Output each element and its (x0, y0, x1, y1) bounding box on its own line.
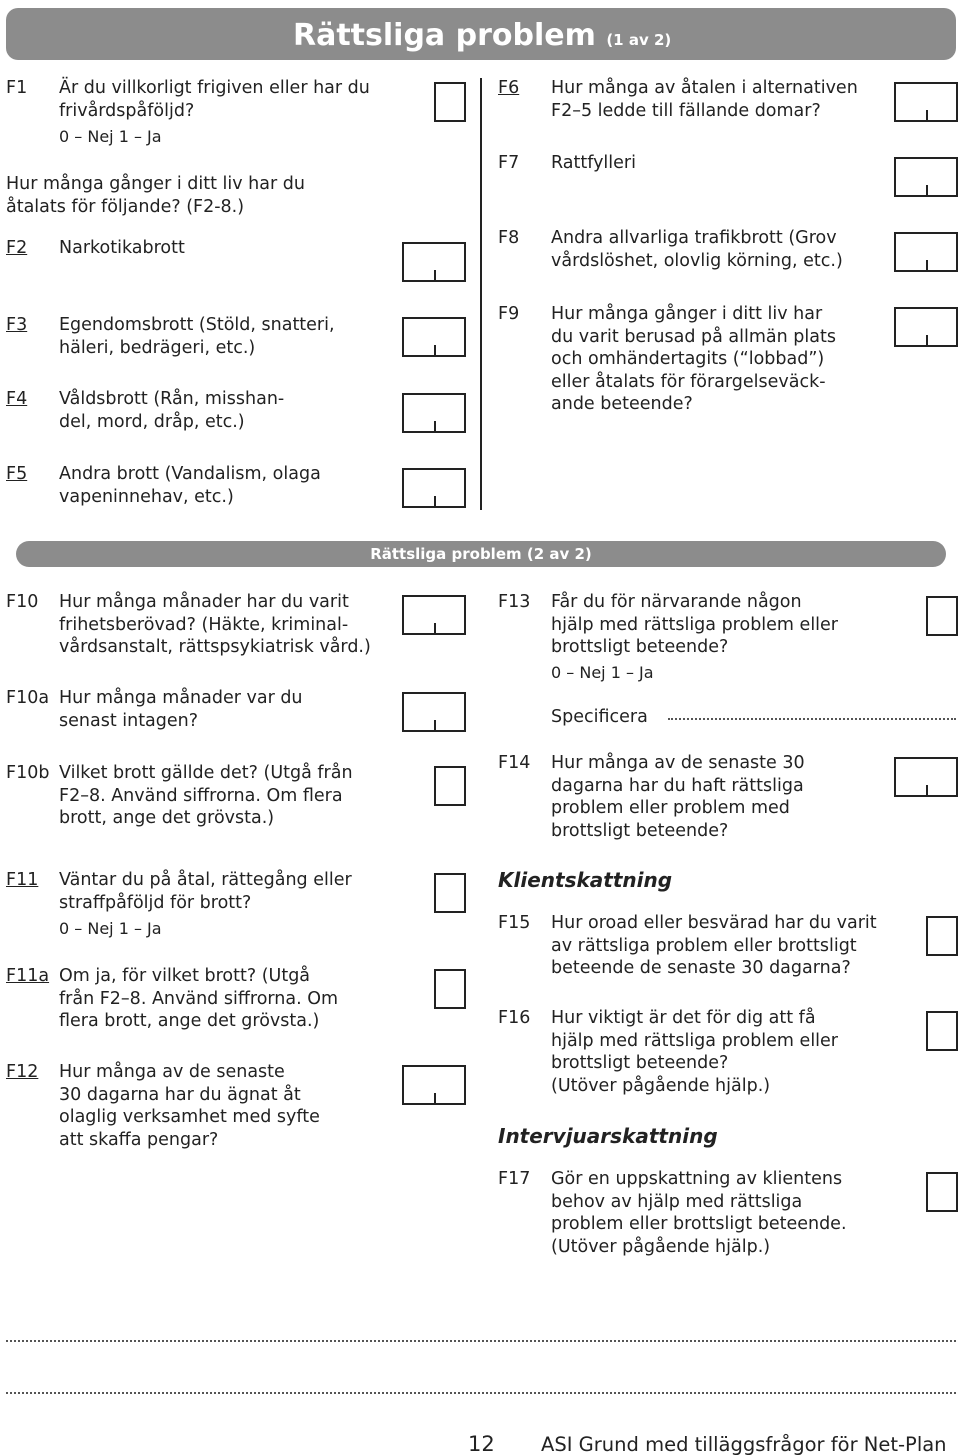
question-number-f10a: F10a (6, 688, 50, 708)
answer-box-f4[interactable] (402, 393, 466, 433)
answer-box-f12[interactable] (402, 1065, 466, 1105)
question-f5: Andra brott (Vandalism, olaga vapeninnehav, etc.) (59, 464, 321, 507)
specify-label: Specificera (551, 707, 648, 727)
section-header-2: Rättsliga problem (2 av 2) (16, 541, 946, 567)
question-f16: Hur viktigt är det för dig att få hjälp med rättsliga problem eller brottsligt beteende? (Utöver pågående hjälp.) (551, 1008, 838, 1096)
question-intro: Hur många gånger i ditt liv har du åtalats för följande? (F2-8.) (6, 174, 305, 217)
answer-box-f17[interactable] (926, 1172, 958, 1212)
section-subtitle: (1 av 2) (606, 31, 672, 49)
notes-line-1[interactable] (6, 1340, 956, 1342)
question-number-f11a: F11a (6, 966, 50, 986)
question-number-f2: F2 (6, 238, 28, 258)
answer-options-f1: 0 – Nej 1 – Ja (59, 127, 162, 146)
answer-options-f13: 0 – Nej 1 – Ja (551, 663, 654, 682)
section-intervjuarskattning: Intervjuarskattning (498, 1124, 718, 1148)
answer-box-f15[interactable] (926, 916, 958, 956)
question-f17: Gör en uppskattning av klientens behov av hjälp med rättsliga problem eller brottsligt beteende. (Utöver pågående hjälp.) (551, 1169, 847, 1257)
answer-box-f8[interactable] (894, 232, 958, 272)
section-title: Rättsliga problem (293, 18, 596, 53)
question-f4: Våldsbrott (Rån, misshan- del, mord, dråp, etc.) (59, 389, 285, 432)
question-f2: Narkotikabrott (59, 238, 185, 258)
answer-box-f1[interactable] (434, 82, 466, 122)
question-number-f9: F9 (498, 304, 520, 324)
section-header (6, 8, 956, 60)
answer-box-f3[interactable] (402, 317, 466, 357)
question-f10b: Vilket brott gällde det? (Utgå från F2–8. Använd siffrorna. Om flera brott, ange det grövsta.) (59, 763, 353, 829)
footer-title: ASI Grund med tilläggsfrågor för Net-Plan (541, 1433, 947, 1456)
question-number-f16: F16 (498, 1008, 531, 1028)
answer-box-f10a[interactable] (402, 692, 466, 732)
answer-options-f11: 0 – Nej 1 – Ja (59, 919, 162, 938)
question-f11: Väntar du på åtal, rättegång eller straffpåföljd för brott? (59, 870, 352, 913)
question-f9: Hur många gånger i ditt liv har du varit berusad på allmän plats och omhändertagits (“lobbad”) eller åtalats för förargelseväck- ande beteende? (551, 304, 836, 415)
question-f3: Egendomsbrott (Stöld, snatteri, häleri, bedrägeri, etc.) (59, 315, 335, 358)
answer-box-f2[interactable] (402, 242, 466, 282)
question-number-f12: F12 (6, 1062, 39, 1082)
question-number-f15: F15 (498, 913, 531, 933)
question-number-f14: F14 (498, 753, 531, 773)
question-number-f6: F6 (498, 78, 520, 98)
answer-box-f9[interactable] (894, 307, 958, 347)
specify-field[interactable] (668, 718, 956, 720)
question-number-f4: F4 (6, 389, 28, 409)
question-number-f1: F1 (6, 78, 28, 98)
question-f10: Hur många månader har du varit frihetsberövad? (Häkte, kriminal- vårdsanstalt, rättspsykiatrisk vård.) (59, 592, 371, 658)
answer-box-f10[interactable] (402, 595, 466, 635)
question-number-f8: F8 (498, 228, 520, 248)
answer-box-f5[interactable] (402, 468, 466, 508)
question-number-f10: F10 (6, 592, 39, 612)
section-klientskattning: Klientskattning (498, 868, 673, 892)
question-f7: Rattfylleri (551, 153, 636, 173)
question-f13: Får du för närvarande någon hjälp med rättsliga problem eller brottsligt beteende? (551, 592, 838, 658)
question-f12: Hur många av de senaste 30 dagarna har du ägnat åt olaglig verksamhet med syfte att skaffa pengar? (59, 1062, 320, 1150)
answer-box-f16[interactable] (926, 1011, 958, 1051)
question-number-f11: F11 (6, 870, 39, 890)
question-number-f5: F5 (6, 464, 28, 484)
answer-box-f6[interactable] (894, 82, 958, 122)
question-number-f10b: F10b (6, 763, 50, 783)
notes-line-2[interactable] (6, 1392, 956, 1394)
question-f6: Hur många av åtalen i alternativen F2–5 ledde till fällande domar? (551, 78, 858, 121)
question-f1: Är du villkorligt frigiven eller har du frivårdspåföljd? (59, 78, 370, 121)
question-number-f7: F7 (498, 153, 520, 173)
page-number: 12 (468, 1432, 495, 1456)
question-number-f3: F3 (6, 315, 28, 335)
answer-box-f11a[interactable] (434, 969, 466, 1009)
question-f11a: Om ja, för vilket brott? (Utgå från F2–8. Använd siffrorna. Om flera brott, ange det grövsta.) (59, 966, 339, 1032)
answer-box-f14[interactable] (894, 757, 958, 797)
question-f14: Hur många av de senaste 30 dagarna har du haft rättsliga problem eller problem med brottsligt beteende? (551, 753, 805, 841)
answer-box-f10b[interactable] (434, 766, 466, 806)
answer-box-f7[interactable] (894, 157, 958, 197)
answer-box-f13[interactable] (926, 596, 958, 636)
column-divider (480, 78, 482, 510)
question-number-f13: F13 (498, 592, 531, 612)
question-number-f17: F17 (498, 1169, 531, 1189)
question-f10a: Hur många månader var du senast intagen? (59, 688, 303, 731)
question-f15: Hur oroad eller besvärad har du varit av rättsliga problem eller brottsligt beteende de senaste 30 dagarna? (551, 913, 877, 979)
answer-box-f11[interactable] (434, 873, 466, 913)
question-f8: Andra allvarliga trafikbrott (Grov vårdslöshet, olovlig körning, etc.) (551, 228, 843, 271)
